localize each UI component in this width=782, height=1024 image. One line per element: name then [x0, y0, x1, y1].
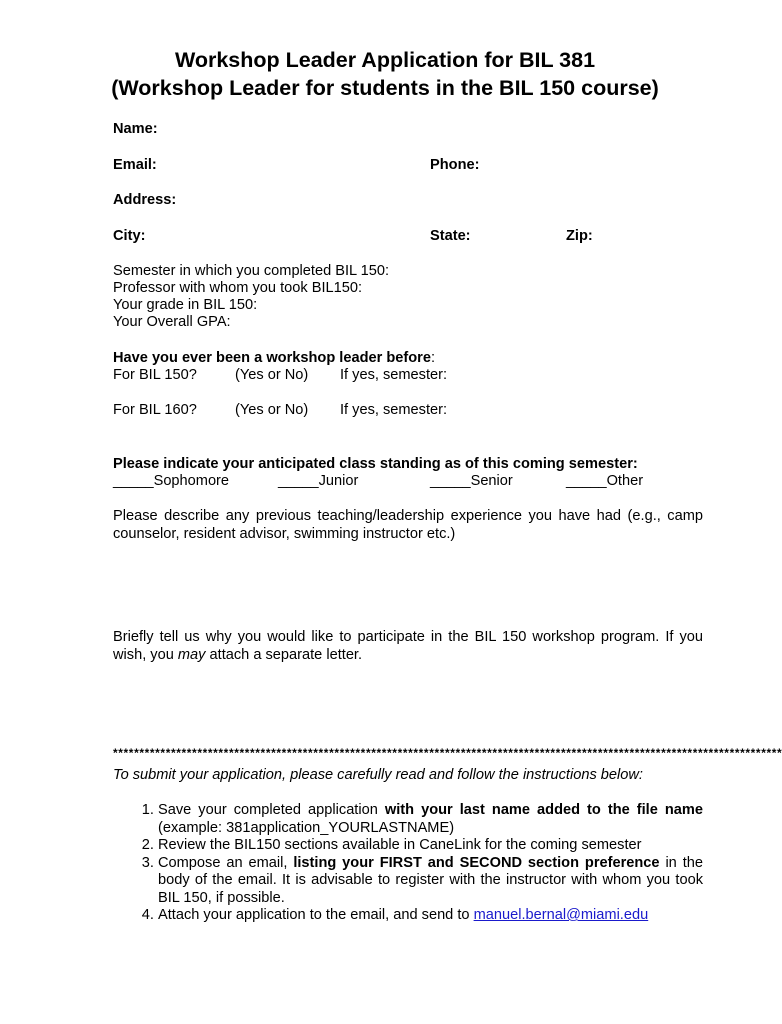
- experience-prompt: Please describe any previous teaching/leadership experience you have had (e.g., camp counselor, resident advisor, swimming instructor etc.): [113, 508, 703, 542]
- semester-completed-label: Semester in which you completed BIL 150:: [113, 263, 390, 279]
- form-title-line-1: Workshop Leader Application for BIL 381: [174, 48, 596, 72]
- bil160-leader-semester: If yes, semester:: [340, 402, 448, 418]
- professor-label: Professor with whom you took BIL150:: [113, 280, 363, 296]
- asterisk-separator: *******************************************************************************************************************************: [113, 746, 782, 760]
- why-prompt-emphasis: may: [177, 646, 206, 663]
- instruction-3-bold: listing your FIRST and SECOND section preference: [293, 854, 660, 871]
- gpa-label: Your Overall GPA:: [113, 314, 231, 330]
- instruction-1-bold: with your last name added to the file name: [384, 802, 703, 818]
- instruction-item-3: [158, 855, 703, 908]
- bil160-leader-yes-no: (Yes or No): [235, 402, 309, 418]
- instruction-1-text: Save your completed application: [158, 802, 385, 818]
- city-label: City:: [113, 228, 146, 244]
- phone-label: Phone:: [430, 157, 480, 173]
- why-prompt-start: Briefly tell us why you would like to participate in the BIL 150 workshop program. If you wish, you: [113, 629, 703, 663]
- standing-question: Please indicate your anticipated class standing as of this coming semester:: [113, 456, 638, 472]
- bil150-leader-course: For BIL 150?: [113, 367, 197, 383]
- standing-option-sophomore: _____Sophomore: [113, 473, 230, 489]
- standing-option-other: _____Other: [566, 473, 644, 489]
- email-link[interactable]: manuel.bernal@miami.edu: [473, 907, 649, 923]
- submit-instructions-note: To submit your application, please carefully read and follow the instructions below:: [113, 767, 643, 783]
- name-label: Name:: [113, 121, 158, 137]
- instructions-list: [113, 802, 703, 925]
- instruction-item-2: [158, 837, 703, 855]
- grade-label: Your grade in BIL 150:: [113, 297, 258, 313]
- why-prompt: [113, 629, 703, 664]
- leader-question-colon: :: [430, 350, 436, 366]
- state-label: State:: [430, 228, 471, 244]
- instruction-item-1: [158, 802, 703, 837]
- leader-question: [113, 350, 435, 367]
- why-prompt-end: attach a separate letter.: [205, 646, 363, 663]
- standing-option-junior: _____Junior: [278, 473, 359, 489]
- instruction-item-4: [158, 907, 703, 925]
- standing-option-senior: _____Senior: [430, 473, 513, 489]
- zip-label: Zip:: [566, 228, 593, 244]
- instruction-3-rest: in the body of the email. It is advisable to register with the instructor with whom you took BIL 150, if possible.: [158, 854, 703, 906]
- email-label: Email:: [113, 157, 157, 173]
- bil150-leader-semester: If yes, semester:: [340, 367, 448, 383]
- bil150-leader-yes-no: (Yes or No): [235, 367, 309, 383]
- instruction-3-text: Compose an email,: [158, 854, 294, 871]
- instruction-4-text: Attach your application to the email, and send to: [158, 907, 474, 923]
- form-title-line-2: (Workshop Leader for students in the BIL 150 course): [111, 76, 659, 100]
- instruction-2-text: Review the BIL150 sections available in CaneLink for the coming semester: [158, 837, 642, 853]
- bil160-leader-course: For BIL 160?: [113, 402, 197, 418]
- instruction-1-example: (example: 381application_YOURLASTNAME): [158, 819, 455, 836]
- leader-question-text: Have you ever been a workshop leader before: [113, 350, 431, 366]
- address-label: Address:: [113, 192, 177, 208]
